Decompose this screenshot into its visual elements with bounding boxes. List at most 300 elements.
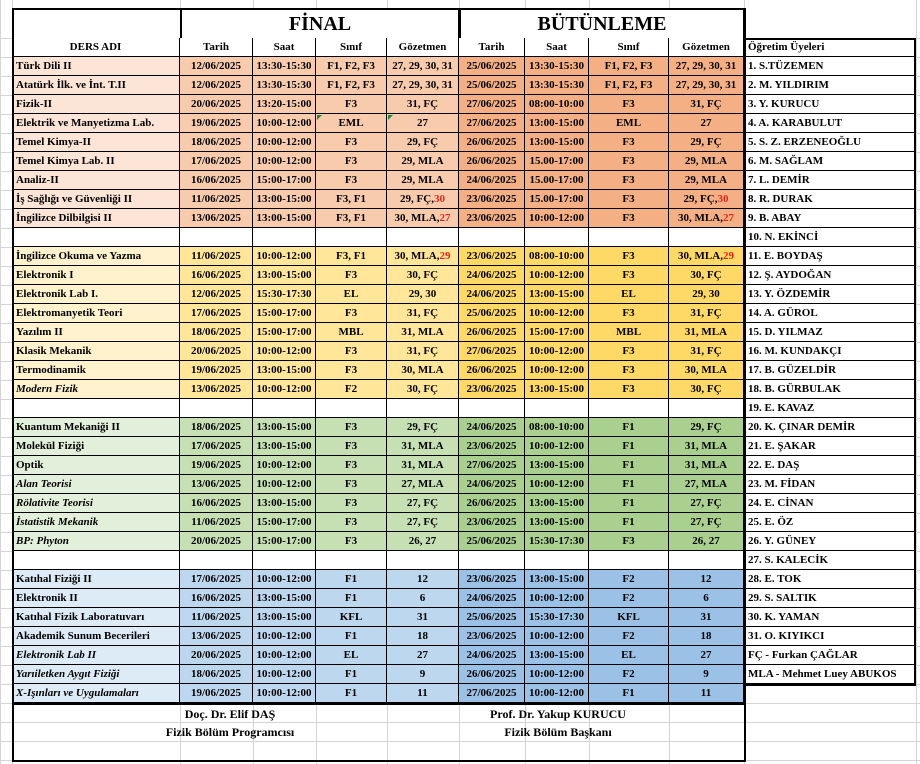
final-room[interactable]: F3, F1 <box>316 247 387 266</box>
blank-cell[interactable] <box>12 551 180 570</box>
faculty-member[interactable]: 17. B. GÜZELDİR <box>744 361 916 380</box>
but-proctor[interactable]: 6 <box>669 589 744 608</box>
but-proctor[interactable]: 29, MLA <box>669 171 744 190</box>
but-room[interactable]: F3 <box>589 247 669 266</box>
faculty-member[interactable]: MLA - Mehmet Luey ABUKOS <box>744 665 916 684</box>
but-room[interactable]: F1 <box>589 418 669 437</box>
blank-cell[interactable] <box>525 551 589 570</box>
final-time[interactable]: 15:00-17:00 <box>253 323 316 342</box>
but-proctor[interactable]: 18 <box>669 627 744 646</box>
course-name[interactable]: Elektronik Lab II <box>12 646 180 665</box>
course-name[interactable]: Analiz-II <box>12 171 180 190</box>
final-date[interactable]: 17/06/2025 <box>180 152 253 171</box>
final-time[interactable]: 13:00-15:00 <box>253 608 316 627</box>
faculty-member[interactable]: 5. S. Z. ERZENEOĞLU <box>744 133 916 152</box>
final-time[interactable]: 10:00-12:00 <box>253 247 316 266</box>
final-proctor[interactable]: 30, MLA <box>387 361 459 380</box>
blank-cell[interactable] <box>316 228 387 247</box>
final-date[interactable]: 13/06/2025 <box>180 627 253 646</box>
but-room[interactable]: F1 <box>589 475 669 494</box>
blank-cell[interactable] <box>253 399 316 418</box>
but-time[interactable]: 15.00-17:00 <box>525 171 589 190</box>
blank-cell[interactable] <box>12 228 180 247</box>
final-room[interactable]: F1 <box>316 627 387 646</box>
but-room[interactable]: F3 <box>589 209 669 228</box>
final-time[interactable]: 15:00-17:00 <box>253 532 316 551</box>
final-date[interactable]: 13/06/2025 <box>180 380 253 399</box>
final-date[interactable]: 18/06/2025 <box>180 418 253 437</box>
but-time[interactable]: 08:00-10:00 <box>525 418 589 437</box>
faculty-member[interactable]: 6. M. SAĞLAM <box>744 152 916 171</box>
but-proctor[interactable] <box>669 247 744 266</box>
faculty-member[interactable]: 24. E. CİNAN <box>744 494 916 513</box>
but-time[interactable]: 10:00-12:00 <box>525 665 589 684</box>
faculty-member[interactable]: 9. B. ABAY <box>744 209 916 228</box>
final-room[interactable]: EML <box>316 114 387 133</box>
faculty-member[interactable]: 11. E. BOYDAŞ <box>744 247 916 266</box>
but-date[interactable]: 23/06/2025 <box>459 513 525 532</box>
but-proctor[interactable]: 27 <box>669 646 744 665</box>
but-date[interactable]: 27/06/2025 <box>459 95 525 114</box>
but-date[interactable]: 26/06/2025 <box>459 665 525 684</box>
but-time[interactable]: 10:00-12:00 <box>525 684 589 703</box>
but-date[interactable]: 24/06/2025 <box>459 418 525 437</box>
final-room[interactable]: MBL <box>316 323 387 342</box>
final-room[interactable]: F1, F2, F3 <box>316 57 387 76</box>
final-time[interactable]: 10:00-12:00 <box>253 570 316 589</box>
course-name[interactable]: Kuantum Mekaniği II <box>12 418 180 437</box>
but-time[interactable]: 13:00-15:00 <box>525 114 589 133</box>
final-room[interactable]: EL <box>316 646 387 665</box>
but-date[interactable]: 26/06/2025 <box>459 133 525 152</box>
but-date[interactable]: 27/06/2025 <box>459 684 525 703</box>
but-proctor[interactable]: 30, MLA <box>669 361 744 380</box>
course-name[interactable]: Alan Teorisi <box>12 475 180 494</box>
but-room[interactable]: EL <box>589 646 669 665</box>
blank-cell[interactable] <box>387 551 459 570</box>
but-room[interactable]: F3 <box>589 304 669 323</box>
final-date[interactable]: 12/06/2025 <box>180 285 253 304</box>
but-date[interactable]: 25/06/2025 <box>459 76 525 95</box>
final-proctor[interactable]: 9 <box>387 665 459 684</box>
but-time[interactable]: 13:00-15:00 <box>525 513 589 532</box>
course-name[interactable]: İngilizce Dilbilgisi II <box>12 209 180 228</box>
but-time[interactable]: 10:00-12:00 <box>525 589 589 608</box>
course-name[interactable]: Katıhal Fizik Laboratuvarı <box>12 608 180 627</box>
but-room[interactable]: EL <box>589 285 669 304</box>
but-date[interactable]: 23/06/2025 <box>459 627 525 646</box>
but-room[interactable]: F1 <box>589 513 669 532</box>
final-proctor[interactable]: 30, FÇ <box>387 380 459 399</box>
but-room[interactable]: F2 <box>589 665 669 684</box>
faculty-member[interactable]: 8. R. DURAK <box>744 190 916 209</box>
but-date[interactable]: 27/06/2025 <box>459 114 525 133</box>
but-time[interactable]: 08:00-10:00 <box>525 247 589 266</box>
course-name[interactable]: Elektronik II <box>12 589 180 608</box>
final-date[interactable]: 13/06/2025 <box>180 209 253 228</box>
final-room[interactable]: F3 <box>316 304 387 323</box>
but-date[interactable]: 23/06/2025 <box>459 247 525 266</box>
blank-cell[interactable] <box>459 228 525 247</box>
blank-cell[interactable] <box>525 399 589 418</box>
course-name[interactable]: Elektrik ve Manyetizma Lab. <box>12 114 180 133</box>
but-time[interactable]: 13:00-15:00 <box>525 285 589 304</box>
blank-cell[interactable] <box>316 551 387 570</box>
final-time[interactable]: 15:00-17:00 <box>253 513 316 532</box>
final-time[interactable]: 10:00-12:00 <box>253 456 316 475</box>
final-room[interactable]: F1, F2, F3 <box>316 76 387 95</box>
final-room[interactable]: EL <box>316 285 387 304</box>
faculty-member[interactable]: 1. S.TÜZEMEN <box>744 57 916 76</box>
final-proctor[interactable]: 29, FÇ <box>387 133 459 152</box>
but-date[interactable]: 26/06/2025 <box>459 323 525 342</box>
but-proctor[interactable]: 27, FÇ <box>669 494 744 513</box>
final-date[interactable]: 20/06/2025 <box>180 646 253 665</box>
final-proctor[interactable]: 12 <box>387 570 459 589</box>
but-proctor[interactable]: 29, FÇ <box>669 133 744 152</box>
faculty-member[interactable]: 25. E. ÖZ <box>744 513 916 532</box>
final-room[interactable]: F2 <box>316 380 387 399</box>
final-date[interactable]: 11/06/2025 <box>180 190 253 209</box>
final-date-header[interactable]: Tarih <box>180 38 253 57</box>
final-date[interactable]: 11/06/2025 <box>180 513 253 532</box>
final-time[interactable]: 15:00-17:00 <box>253 171 316 190</box>
faculty-member[interactable]: 29. S. SALTIK <box>744 589 916 608</box>
faculty-member[interactable]: FÇ - Furkan ÇAĞLAR <box>744 646 916 665</box>
blank-cell[interactable] <box>525 228 589 247</box>
final-proctor[interactable]: 29, MLA <box>387 152 459 171</box>
but-room[interactable]: F2 <box>589 627 669 646</box>
course-name[interactable]: Türk Dili II <box>12 57 180 76</box>
final-room[interactable]: F3 <box>316 361 387 380</box>
but-date[interactable]: 24/06/2025 <box>459 646 525 665</box>
blank-cell[interactable] <box>589 551 669 570</box>
final-time[interactable]: 10:00-12:00 <box>253 133 316 152</box>
but-proctor[interactable] <box>669 209 744 228</box>
but-proctor[interactable]: 31, MLA <box>669 437 744 456</box>
final-time[interactable]: 10:00-12:00 <box>253 114 316 133</box>
but-proctor[interactable]: 26, 27 <box>669 532 744 551</box>
final-time[interactable]: 10:00-12:00 <box>253 475 316 494</box>
faculty-member[interactable]: 28. E. TOK <box>744 570 916 589</box>
but-time[interactable]: 13:00-15:00 <box>525 494 589 513</box>
final-room[interactable]: F3, F1 <box>316 190 387 209</box>
but-time[interactable]: 10:00-12:00 <box>525 304 589 323</box>
but-date[interactable]: 24/06/2025 <box>459 475 525 494</box>
faculty-member[interactable]: 27. S. KALECİK <box>744 551 916 570</box>
final-proctor[interactable]: 31, MLA <box>387 323 459 342</box>
but-date[interactable]: 24/06/2025 <box>459 171 525 190</box>
but-room[interactable]: F3 <box>589 95 669 114</box>
final-room[interactable]: KFL <box>316 608 387 627</box>
final-date[interactable]: 19/06/2025 <box>180 114 253 133</box>
but-room[interactable]: F3 <box>589 380 669 399</box>
final-proctor[interactable]: 29, 30 <box>387 285 459 304</box>
final-date[interactable]: 17/06/2025 <box>180 304 253 323</box>
final-proctor[interactable] <box>387 190 459 209</box>
course-name[interactable]: İngilizce Okuma ve Yazma <box>12 247 180 266</box>
final-time[interactable]: 10:00-12:00 <box>253 152 316 171</box>
course-name[interactable]: Molekül Fiziği <box>12 437 180 456</box>
but-room[interactable]: F1, F2, F3 <box>589 57 669 76</box>
but-proctor[interactable]: 27 <box>669 114 744 133</box>
final-proctor[interactable] <box>387 209 459 228</box>
course-name[interactable]: Termodinamik <box>12 361 180 380</box>
but-date[interactable]: 26/06/2025 <box>459 494 525 513</box>
final-time[interactable]: 10:00-12:00 <box>253 627 316 646</box>
faculty-member[interactable]: 31. O. KIYIKCI <box>744 627 916 646</box>
but-time[interactable]: 15:30-17:30 <box>525 608 589 627</box>
final-time[interactable]: 13:00-15:00 <box>253 209 316 228</box>
course-name[interactable]: Fizik-II <box>12 95 180 114</box>
but-room[interactable]: F1 <box>589 494 669 513</box>
course-name[interactable]: Klasik Mekanik <box>12 342 180 361</box>
faculty-member[interactable]: 2. M. YILDIRIM <box>744 76 916 95</box>
course-name[interactable]: X-Işınları ve Uygulamaları <box>12 684 180 703</box>
but-time[interactable]: 10:00-12:00 <box>525 437 589 456</box>
faculty-member[interactable]: 16. M. KUNDAKÇI <box>744 342 916 361</box>
faculty-member[interactable]: 22. E. DAŞ <box>744 456 916 475</box>
but-date[interactable]: 24/06/2025 <box>459 266 525 285</box>
final-proctor[interactable]: 31, FÇ <box>387 95 459 114</box>
but-room[interactable]: F2 <box>589 589 669 608</box>
blank-cell[interactable] <box>387 399 459 418</box>
faculty-member[interactable]: 18. B. GÜRBULAK <box>744 380 916 399</box>
final-proctor[interactable]: 31, FÇ <box>387 304 459 323</box>
faculty-member[interactable]: 26. Y. GÜNEY <box>744 532 916 551</box>
course-name[interactable]: Elektronik I <box>12 266 180 285</box>
faculty-member[interactable]: 7. L. DEMİR <box>744 171 916 190</box>
final-date[interactable]: 17/06/2025 <box>180 437 253 456</box>
final-time[interactable]: 13:00-15:00 <box>253 266 316 285</box>
final-room[interactable]: F3 <box>316 171 387 190</box>
course-name[interactable]: Yarıiletken Aygıt Fiziği <box>12 665 180 684</box>
but-date[interactable]: 23/06/2025 <box>459 570 525 589</box>
faculty-member[interactable]: 30. K. YAMAN <box>744 608 916 627</box>
but-proctor[interactable]: 9 <box>669 665 744 684</box>
but-time[interactable]: 13:00-15:00 <box>525 133 589 152</box>
faculty-member[interactable]: 4. A. KARABULUT <box>744 114 916 133</box>
final-date[interactable]: 19/06/2025 <box>180 456 253 475</box>
but-time[interactable]: 10:00-12:00 <box>525 209 589 228</box>
but-proctor[interactable]: 27, FÇ <box>669 513 744 532</box>
blank-cell[interactable] <box>589 228 669 247</box>
but-time[interactable]: 15:00-17:00 <box>525 323 589 342</box>
final-date[interactable]: 19/06/2025 <box>180 361 253 380</box>
but-room[interactable]: F1 <box>589 437 669 456</box>
but-date[interactable]: 23/06/2025 <box>459 209 525 228</box>
final-room[interactable]: F3 <box>316 266 387 285</box>
but-proctor[interactable]: 31, FÇ <box>669 342 744 361</box>
blank-cell[interactable] <box>180 551 253 570</box>
final-proctor[interactable]: 27, MLA <box>387 475 459 494</box>
final-time[interactable]: 10:00-12:00 <box>253 665 316 684</box>
but-time-header[interactable]: Saat <box>525 38 589 57</box>
final-proctor[interactable]: 29, MLA <box>387 171 459 190</box>
blank-cell[interactable] <box>669 551 744 570</box>
but-room[interactable]: EML <box>589 114 669 133</box>
course-name[interactable]: Optik <box>12 456 180 475</box>
final-room[interactable]: F3 <box>316 95 387 114</box>
but-proctor[interactable]: 31, FÇ <box>669 95 744 114</box>
final-room[interactable]: F1 <box>316 570 387 589</box>
blank-cell[interactable] <box>253 551 316 570</box>
final-room-header[interactable]: Sınıf <box>316 38 387 57</box>
final-proctor[interactable]: 11 <box>387 684 459 703</box>
final-time[interactable]: 15:30-17:30 <box>253 285 316 304</box>
but-time[interactable]: 15.00-17:00 <box>525 190 589 209</box>
faculty-member[interactable]: 13. Y. ÖZDEMİR <box>744 285 916 304</box>
final-room[interactable]: F3 <box>316 532 387 551</box>
but-time[interactable]: 13:00-15:00 <box>525 570 589 589</box>
final-date[interactable]: 12/06/2025 <box>180 57 253 76</box>
final-proctor[interactable]: 27 <box>387 114 459 133</box>
final-time[interactable]: 10:00-12:00 <box>253 380 316 399</box>
final-date[interactable]: 18/06/2025 <box>180 323 253 342</box>
but-room[interactable]: F3 <box>589 361 669 380</box>
but-room[interactable]: F3 <box>589 190 669 209</box>
final-time[interactable]: 13:00-15:00 <box>253 190 316 209</box>
but-date[interactable]: 24/06/2025 <box>459 285 525 304</box>
final-room[interactable]: F1 <box>316 589 387 608</box>
but-time[interactable]: 10:00-12:00 <box>525 475 589 494</box>
but-room[interactable]: F2 <box>589 570 669 589</box>
but-proctor[interactable]: 11 <box>669 684 744 703</box>
course-name[interactable]: İş Sağlığı ve Güvenliği II <box>12 190 180 209</box>
final-date[interactable]: 20/06/2025 <box>180 532 253 551</box>
but-date[interactable]: 24/06/2025 <box>459 589 525 608</box>
but-room[interactable]: F3 <box>589 152 669 171</box>
but-room[interactable]: MBL <box>589 323 669 342</box>
but-proctor[interactable]: 27, 29, 30, 31 <box>669 76 744 95</box>
blank-cell[interactable] <box>253 228 316 247</box>
final-time[interactable]: 13:00-15:00 <box>253 418 316 437</box>
final-room[interactable]: F3, F1 <box>316 209 387 228</box>
final-proctor[interactable]: 27 <box>387 646 459 665</box>
final-date[interactable]: 18/06/2025 <box>180 133 253 152</box>
final-proctor[interactable]: 6 <box>387 589 459 608</box>
blank-cell[interactable] <box>589 399 669 418</box>
but-proctor-header[interactable]: Gözetmen <box>669 38 744 57</box>
but-time[interactable]: 13:00-15:00 <box>525 380 589 399</box>
but-date[interactable]: 23/06/2025 <box>459 190 525 209</box>
but-proctor[interactable] <box>669 190 744 209</box>
but-time[interactable]: 13:30-15:30 <box>525 76 589 95</box>
but-proctor[interactable]: 31, MLA <box>669 323 744 342</box>
but-time[interactable]: 15:30-17:30 <box>525 532 589 551</box>
final-time[interactable]: 10:00-12:00 <box>253 684 316 703</box>
final-time[interactable]: 13:30-15:30 <box>253 76 316 95</box>
final-room[interactable]: F3 <box>316 437 387 456</box>
faculty-member[interactable]: 3. Y. KURUCU <box>744 95 916 114</box>
final-date[interactable]: 18/06/2025 <box>180 665 253 684</box>
but-proctor[interactable]: 31, MLA <box>669 456 744 475</box>
but-time[interactable]: 15.00-17:00 <box>525 152 589 171</box>
blank-cell[interactable] <box>459 399 525 418</box>
faculty-header[interactable]: Öğretim Üyeleri <box>744 38 916 57</box>
course-name[interactable]: Temel Kimya Lab. II <box>12 152 180 171</box>
but-date[interactable]: 25/06/2025 <box>459 532 525 551</box>
final-time[interactable]: 13:00-15:00 <box>253 361 316 380</box>
final-time[interactable]: 13:00-15:00 <box>253 437 316 456</box>
final-room[interactable]: F3 <box>316 133 387 152</box>
but-room[interactable]: F3 <box>589 532 669 551</box>
but-proctor[interactable]: 27, 29, 30, 31 <box>669 57 744 76</box>
but-date[interactable]: 26/06/2025 <box>459 152 525 171</box>
final-time[interactable]: 13:00-15:00 <box>253 494 316 513</box>
final-date[interactable]: 20/06/2025 <box>180 342 253 361</box>
final-room[interactable]: F1 <box>316 665 387 684</box>
final-proctor-header[interactable]: Gözetmen <box>387 38 459 57</box>
final-room[interactable]: F3 <box>316 456 387 475</box>
but-proctor[interactable]: 27, MLA <box>669 475 744 494</box>
final-date[interactable]: 19/06/2025 <box>180 684 253 703</box>
final-proctor[interactable]: 27, 29, 30, 31 <box>387 76 459 95</box>
course-name[interactable]: Akademik Sunum Becerileri <box>12 627 180 646</box>
final-time-header[interactable]: Saat <box>253 38 316 57</box>
final-proctor[interactable]: 18 <box>387 627 459 646</box>
but-room[interactable]: F1, F2, F3 <box>589 76 669 95</box>
blank-cell[interactable] <box>669 228 744 247</box>
course-name[interactable]: Modern Fizik <box>12 380 180 399</box>
but-time[interactable]: 10:00-12:00 <box>525 342 589 361</box>
but-date[interactable]: 23/06/2025 <box>459 380 525 399</box>
faculty-member[interactable]: 12. Ş. AYDOĞAN <box>744 266 916 285</box>
final-time[interactable]: 13:20-15:00 <box>253 95 316 114</box>
but-time[interactable]: 10:00-12:00 <box>525 361 589 380</box>
but-room-header[interactable]: Sınıf <box>589 38 669 57</box>
blank-cell[interactable] <box>12 399 180 418</box>
final-date[interactable]: 16/06/2025 <box>180 171 253 190</box>
blank-cell[interactable] <box>316 399 387 418</box>
final-date[interactable]: 11/06/2025 <box>180 247 253 266</box>
faculty-member[interactable]: 21. E. ŞAKAR <box>744 437 916 456</box>
course-name[interactable]: Elektronik Lab I. <box>12 285 180 304</box>
faculty-member[interactable]: 10. N. EKİNCİ <box>744 228 916 247</box>
but-date[interactable]: 23/06/2025 <box>459 437 525 456</box>
final-proctor[interactable]: 30, FÇ <box>387 266 459 285</box>
faculty-member[interactable]: 14. A. GÜROL <box>744 304 916 323</box>
final-room[interactable]: F3 <box>316 475 387 494</box>
blank-cell[interactable] <box>669 399 744 418</box>
but-proctor[interactable]: 12 <box>669 570 744 589</box>
blank-cell[interactable] <box>387 228 459 247</box>
but-room[interactable]: KFL <box>589 608 669 627</box>
final-proctor[interactable]: 31, MLA <box>387 437 459 456</box>
but-room[interactable]: F1 <box>589 684 669 703</box>
blank-cell[interactable] <box>459 551 525 570</box>
but-room[interactable]: F3 <box>589 133 669 152</box>
but-proctor[interactable]: 29, MLA <box>669 152 744 171</box>
but-time[interactable]: 13:00-15:00 <box>525 646 589 665</box>
final-date[interactable]: 20/06/2025 <box>180 95 253 114</box>
final-proctor[interactable] <box>387 247 459 266</box>
but-date[interactable]: 27/06/2025 <box>459 456 525 475</box>
final-time[interactable]: 10:00-12:00 <box>253 646 316 665</box>
final-date[interactable]: 16/06/2025 <box>180 494 253 513</box>
but-time[interactable]: 13:30-15:30 <box>525 57 589 76</box>
final-proctor[interactable]: 31, MLA <box>387 456 459 475</box>
but-room[interactable]: F3 <box>589 171 669 190</box>
but-proctor[interactable]: 29, 30 <box>669 285 744 304</box>
final-date[interactable]: 13/06/2025 <box>180 475 253 494</box>
faculty-member[interactable]: 20. K. ÇINAR DEMİR <box>744 418 916 437</box>
final-date[interactable]: 12/06/2025 <box>180 76 253 95</box>
final-proctor[interactable]: 31, FÇ <box>387 342 459 361</box>
ders-adi-header[interactable]: DERS ADI <box>12 38 180 57</box>
final-date[interactable]: 16/06/2025 <box>180 266 253 285</box>
course-name[interactable]: Atatürk İlk. ve İnt. T.II <box>12 76 180 95</box>
